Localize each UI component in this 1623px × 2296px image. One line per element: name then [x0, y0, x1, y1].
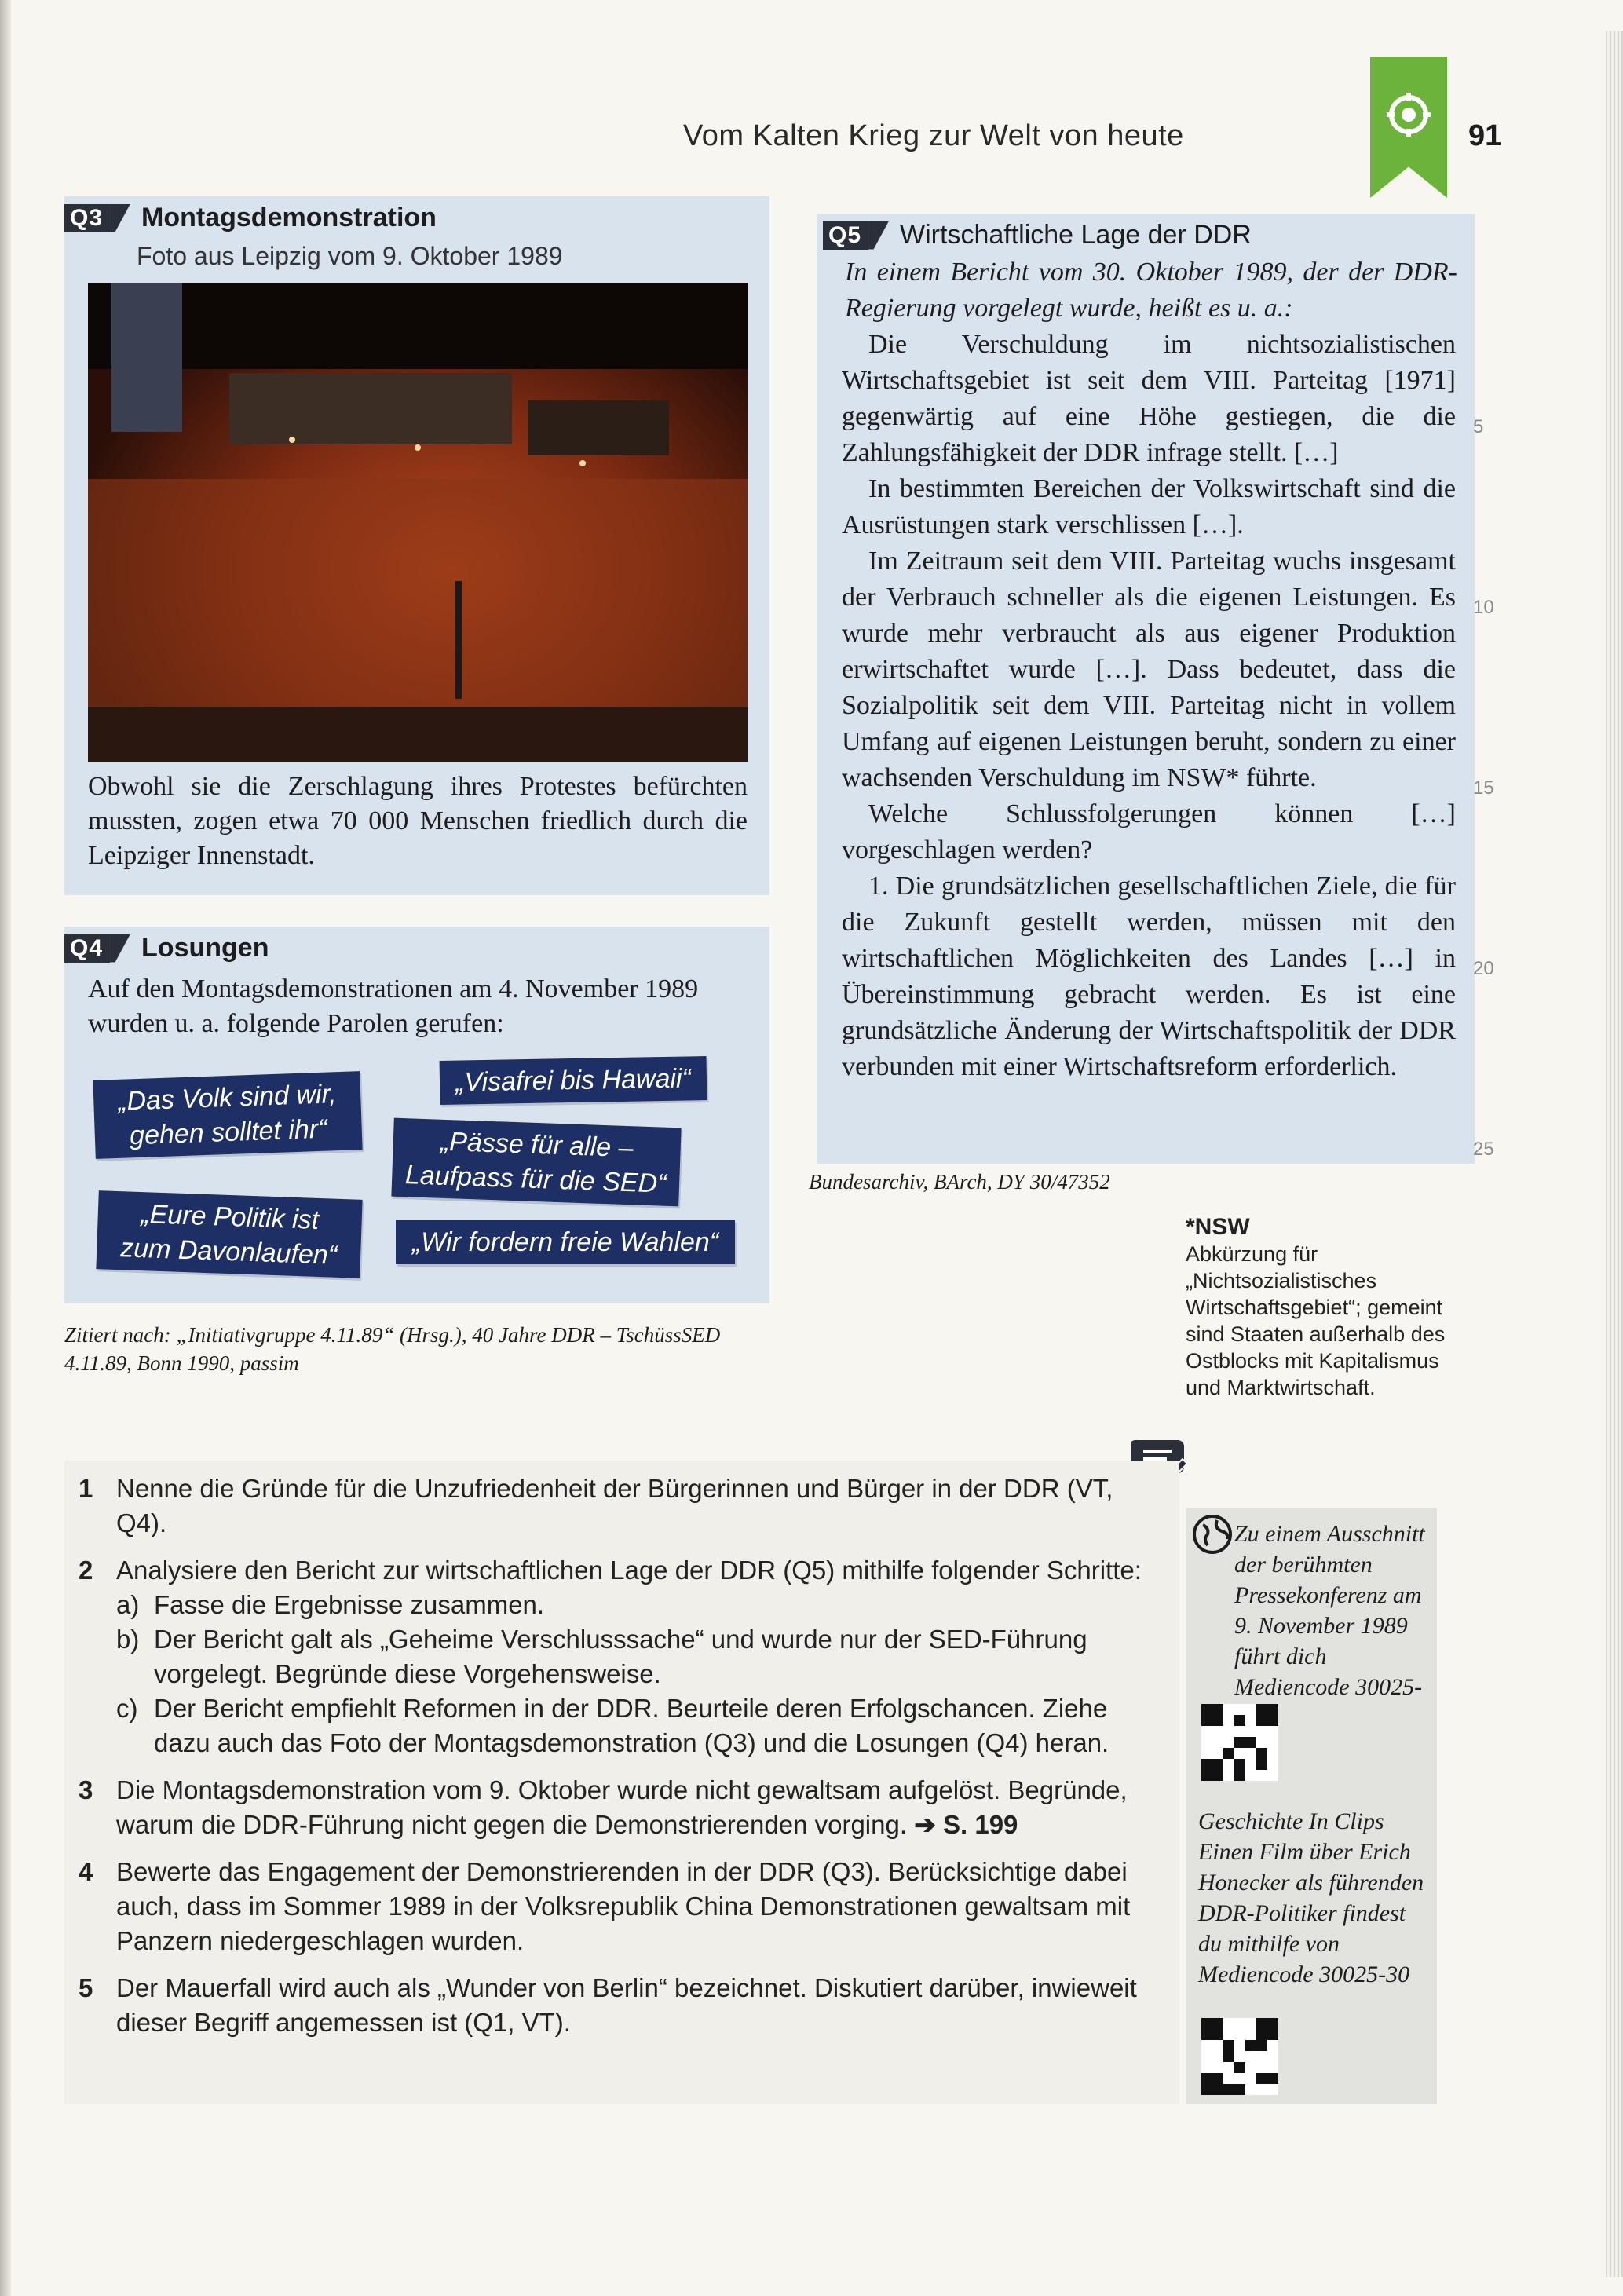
q4-intro: Auf den Montagsdemonstrationen am 4. November 1989 wurden u. a. folgende Parolen gerufen: [88, 974, 699, 1038]
line-number: 10 [1473, 597, 1494, 618]
line-number: 5 [1473, 416, 1484, 437]
gear-circle-icon [1385, 91, 1432, 138]
page-reference: ➔ S. 199 [914, 1810, 1018, 1839]
page-number: 91 [1468, 119, 1502, 152]
q5-source-box [817, 214, 1475, 1164]
report-paragraph: 1. Die grundsätzlichen gesellschaftlichen Ziele, die für die Zukunft gestellt werden, müssen mit den wirtschaftlichen Möglichkeiten des Landes […] in Übereinstimmung gebracht werden. Es ist eine grundsätzliche Änderung der Wirtschaftspolitik der DDR verbunden mit einer Wirtschaftsreform erforderlich. [842, 872, 1456, 1081]
footnote-text: Abkürzung für „Nichtsozialistisches Wirtschaftsgebiet“; gemeint sind Staaten außerhalb des Ostblocks mit Kapitalismus und Marktwirtschaft. [1186, 1242, 1446, 1399]
q3-source-box [64, 196, 769, 895]
leipzig-demonstration-photo [88, 283, 748, 762]
footnote-term: *NSW [1186, 1214, 1250, 1240]
q4-source-box [64, 927, 769, 1303]
task-item: 2 Analysiere den Bericht zur wirtschaftlichen Lage der DDR (Q5) mithilfe folgender Schritte: a) Fasse die Ergebnisse zusammen. b) Der Bericht galt als „Geheime Verschlusssache“ und wurde nur der SED-Führung vorgelegt. Begründe diese Vorgehensweise. c) Der Bericht empfiehlt Reformen in der DDR. Beurteile deren Erfolgschancen. Ziehe dazu auch das Foto der Montagsdemonstration (Q3) und die Losungen (Q4) heran. [79, 1553, 1162, 1760]
q3-title: Montagsdemonstration [141, 203, 437, 232]
slogan-card: „Visafrei bis Hawaii“ [440, 1056, 707, 1105]
line-number: 25 [1473, 1139, 1494, 1160]
book-binding-shadow [0, 0, 11, 2296]
page-edge [1606, 31, 1623, 2277]
subtask-item: a) Fasse die Ergebnisse zusammen. [116, 1590, 545, 1619]
q5-title: Wirtschaftliche Lage der DDR [900, 220, 1252, 250]
task-item: 3 Die Montagsdemonstration vom 9. Oktober wurde nicht gewaltsam aufgelöst. Begründe, warum die DDR-Führung nicht gegen die Demonstrierenden vorging. ➔ S. 199 [79, 1775, 1128, 1839]
q4-citation: Zitiert nach: „Initiativgruppe 4.11.89“ (Hrsg.), 40 Jahre DDR – TschüssSED 4.11.89, Bonn 1990, passim [64, 1323, 721, 1375]
media-code-2-text: Geschichte In Clips Einen Film über Erich Honecker als führenden DDR-Politiker findest du mithilfe von Mediencode 30025-30 [1198, 1808, 1424, 1987]
report-paragraph: Die Verschuldung im nichtsozialistischen Wirtschaftsgebiet ist seit dem VIII. Parteitag [1971] gegenwärtig auf eine Höhe gestiegen, die die Zahlungsfähigkeit der DDR infrage stellt. […] [842, 330, 1456, 467]
nsw-footnote [1186, 1214, 1468, 1401]
slogan-card: „Pässe für alle – Laufpass für die SED“ [391, 1118, 681, 1207]
task-item: 5 Der Mauerfall wird auch als „Wunder von Berlin“ bezeichnet. Diskutiert darüber, inwieweit dieser Begriff angemessen ist (Q1, VT). [79, 1973, 1137, 2037]
slogan-card: „Eure Politik ist zum Davonlaufen“ [96, 1190, 362, 1278]
q3-caption: Obwohl sie die Zerschlagung ihres Protestes befürchten mussten, zogen etwa 70 000 Menschen friedlich durch die Leipziger Innenstadt. [88, 772, 748, 870]
report-paragraph: In bestimmten Bereichen der Volkswirtschaft sind die Ausrüstungen stark verschlissen […]. [842, 474, 1456, 539]
media-code-1-text: Zu einem Ausschnitt der berühmten Pressekonferenz am 9. November 1989 führt dich Mediencode 30025- [1234, 1521, 1425, 1700]
media-sidebar [1186, 1508, 1437, 2104]
task-section [64, 1461, 1179, 2104]
qr-code[interactable] [1201, 2018, 1278, 2095]
q5-citation: Bundesarchiv, BArch, DY 30/47352 [809, 1170, 1110, 1194]
subtask-item: c) Der Bericht empfiehlt Reformen in der DDR. Beurteile deren Erfolgschancen. Ziehe dazu auch das Foto der Montagsdemonstration (Q3) und die Losungen (Q4) heran. [116, 1694, 1109, 1757]
qr-code[interactable] [1201, 1704, 1278, 1781]
q5-intro: In einem Bericht vom 30. Oktober 1989, der der DDR-Regierung vorgelegt wurde, heißt es u. a.: [845, 258, 1457, 323]
task-item: 1 Nenne die Gründe für die Unzufriedenheit der Bürgerinnen und Bürger in der DDR (VT, Q4). [79, 1474, 1113, 1537]
q3-tag: Q3 [64, 204, 130, 232]
line-number: 20 [1473, 958, 1494, 979]
q4-tag: Q4 [64, 934, 130, 963]
line-number: 15 [1473, 777, 1494, 799]
report-paragraph: Im Zeitraum seit dem VIII. Parteitag wuchs insgesamt der Verbrauch schneller als die eigenen Leistungen. Es wurde mehr verbraucht als aus eigener Produktion erwirtschaftet wurde […]. Dass bedeutet, dass die Sozialpolitik seit dem VIII. Parteitag nicht in vollem Umfang auf eigenen Leistungen beruht, sondern zu einer wachsenden Verschuldung im NSW* führte. [842, 547, 1456, 792]
q5-report-text [842, 327, 1456, 1085]
task-item: 4 Bewerte das Engagement der Demonstrierenden in der DDR (Q3). Berücksichtige dabei auch, dass im Sommer 1989 in der Volksrepublik China Demonstrationen gewaltsam mit Panzern niedergeschlagen wurden. [79, 1857, 1131, 1955]
q4-title: Losungen [141, 933, 269, 963]
chapter-tab [1370, 57, 1447, 198]
slogan-card: „Wir fordern freie Wahlen“ [396, 1220, 735, 1264]
subtask-item: b) Der Bericht galt als „Geheime Verschlusssache“ und wurde nur der SED-Führung vorgelegt. Begründe diese Vorgehensweise. [116, 1625, 1087, 1688]
slogan-card: „Das Volk sind wir, gehen solltet ihr“ [93, 1071, 362, 1159]
q5-tag: Q5 [823, 221, 889, 250]
report-paragraph: Welche Schlussfolgerungen können […] vorgeschlagen werden? [842, 799, 1456, 865]
running-header: Vom Kalten Krieg zur Welt von heute [683, 119, 1184, 152]
q3-subtitle: Foto aus Leipzig vom 9. Oktober 1989 [137, 242, 563, 270]
